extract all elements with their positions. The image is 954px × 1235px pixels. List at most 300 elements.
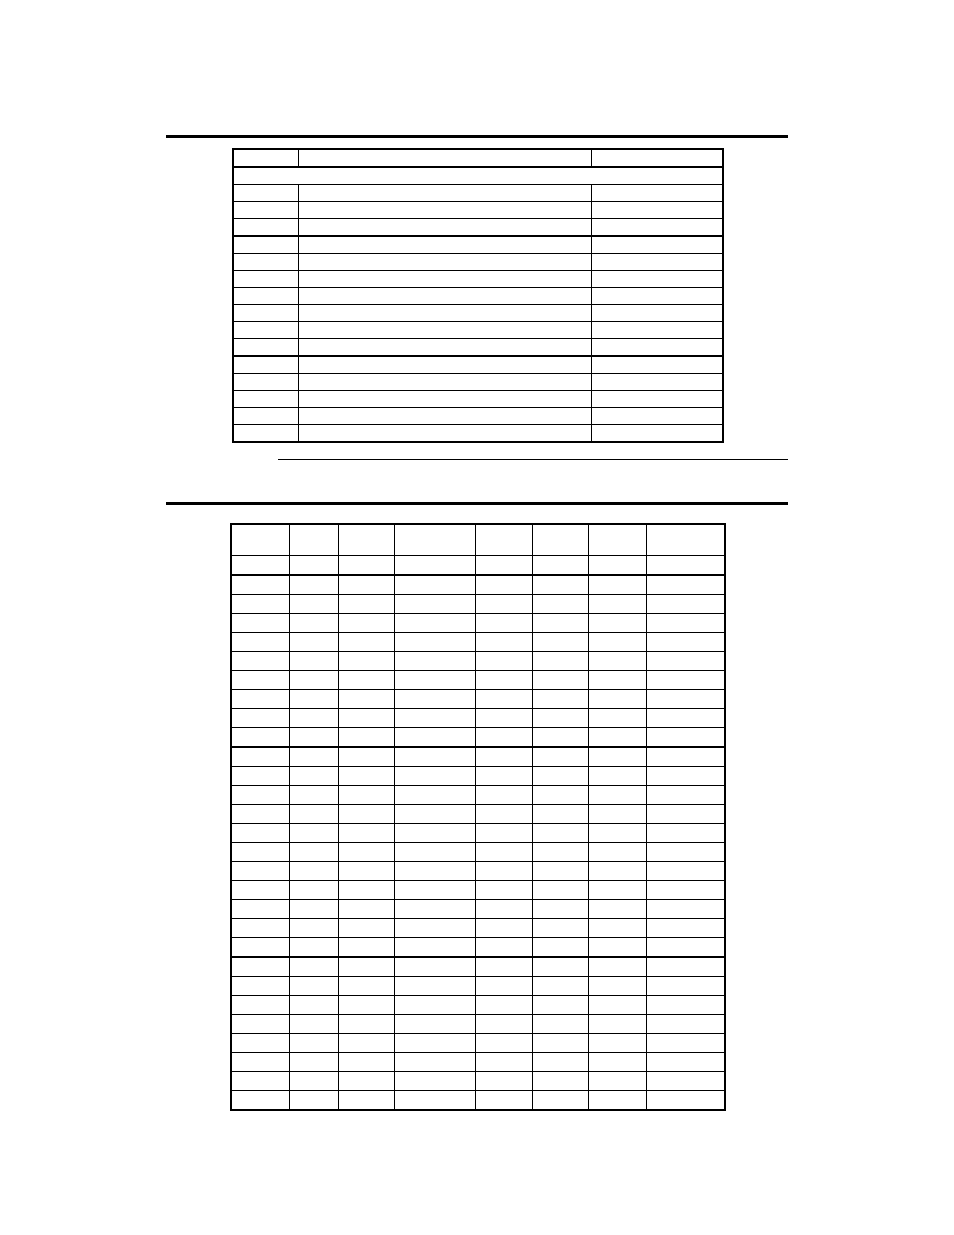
table-row	[231, 919, 725, 938]
table-row	[231, 900, 725, 919]
table-row	[233, 202, 723, 219]
table-header-row	[231, 524, 725, 556]
table-cell	[394, 862, 475, 881]
table-cell	[475, 1072, 532, 1091]
table-cell	[289, 1091, 338, 1111]
table-cell	[532, 1015, 588, 1034]
table-cell	[289, 805, 338, 824]
table-cell	[591, 271, 723, 288]
table-cell	[394, 633, 475, 652]
table-cell	[532, 1034, 588, 1053]
table-cell	[298, 356, 591, 374]
table-cell	[475, 767, 532, 786]
table-cell	[532, 977, 588, 996]
table-cell	[298, 288, 591, 305]
table-cell	[338, 1091, 394, 1111]
table-row	[231, 728, 725, 748]
table-cell	[394, 709, 475, 728]
table-row	[233, 356, 723, 374]
table-cell	[338, 1053, 394, 1072]
table-cell	[231, 709, 289, 728]
table-cell	[532, 786, 588, 805]
table-row	[231, 1034, 725, 1053]
table-cell	[231, 977, 289, 996]
table-cell	[233, 374, 298, 391]
table-cell	[532, 709, 588, 728]
table-row	[231, 1091, 725, 1111]
table-row	[231, 1072, 725, 1091]
table-cell	[588, 671, 646, 690]
table-cell	[588, 843, 646, 862]
table-cell	[475, 690, 532, 709]
table-row	[231, 977, 725, 996]
table-cell	[338, 1034, 394, 1053]
table-row	[233, 288, 723, 305]
table-cell	[588, 767, 646, 786]
table-cell	[338, 824, 394, 843]
table-cell	[646, 709, 725, 728]
section2-top-rule	[166, 502, 788, 505]
table-cell	[231, 671, 289, 690]
table-cell	[591, 219, 723, 237]
table-cell	[289, 595, 338, 614]
table-cell	[646, 595, 725, 614]
table-cell	[532, 1091, 588, 1111]
table-cell	[532, 595, 588, 614]
table-cell	[646, 938, 725, 958]
table-row	[233, 236, 723, 254]
table-cell	[532, 900, 588, 919]
table-cell	[394, 843, 475, 862]
table-cell	[532, 824, 588, 843]
table-cell	[338, 996, 394, 1015]
table-cell	[475, 709, 532, 728]
table-cell	[475, 556, 532, 576]
table-cell	[298, 254, 591, 271]
table-cell	[338, 938, 394, 958]
table-cell	[646, 747, 725, 767]
table-row	[231, 786, 725, 805]
table-cell	[588, 575, 646, 595]
table-row	[233, 322, 723, 339]
table-cell	[646, 919, 725, 938]
table-cell	[475, 977, 532, 996]
table-cell	[475, 633, 532, 652]
table-cell	[588, 633, 646, 652]
table-cell	[394, 1091, 475, 1111]
table-cell	[231, 938, 289, 958]
table-cell	[588, 938, 646, 958]
table-cell	[394, 977, 475, 996]
table-cell	[233, 167, 723, 185]
table-cell	[298, 271, 591, 288]
table-cell	[475, 1053, 532, 1072]
table-cell	[231, 805, 289, 824]
table-cell	[532, 996, 588, 1015]
table-cell	[588, 690, 646, 709]
table-cell	[646, 1053, 725, 1072]
table-cell	[394, 938, 475, 958]
table-cell	[532, 938, 588, 958]
table-row	[231, 862, 725, 881]
table-cell	[231, 575, 289, 595]
table-row	[231, 805, 725, 824]
table-cell	[532, 671, 588, 690]
table-cell	[289, 671, 338, 690]
table-cell	[231, 614, 289, 633]
table-cell	[588, 919, 646, 938]
table-cell	[475, 786, 532, 805]
table-cell	[475, 1091, 532, 1111]
table-cell	[588, 996, 646, 1015]
table-row	[233, 185, 723, 202]
table-cell	[394, 690, 475, 709]
table-cell	[475, 900, 532, 919]
table-cell	[233, 219, 298, 237]
table-cell	[532, 728, 588, 748]
table-cell	[475, 575, 532, 595]
table-cell	[394, 728, 475, 748]
table-cell	[591, 202, 723, 219]
table-cell	[231, 1091, 289, 1111]
table-cell	[231, 919, 289, 938]
table-cell	[289, 786, 338, 805]
table-cell	[231, 1034, 289, 1053]
table-cell	[338, 957, 394, 977]
table-cell	[646, 843, 725, 862]
table-cell	[532, 747, 588, 767]
table-cell	[532, 1053, 588, 1072]
table-cell	[646, 900, 725, 919]
table-cell	[475, 996, 532, 1015]
table-cell	[588, 1072, 646, 1091]
table-cell	[646, 524, 725, 556]
table-cell	[588, 728, 646, 748]
table-cell	[646, 824, 725, 843]
table-cell	[233, 149, 298, 167]
table-cell	[646, 633, 725, 652]
table-cell	[233, 425, 298, 443]
table-cell	[338, 881, 394, 900]
table-cell	[298, 408, 591, 425]
table-cell	[289, 900, 338, 919]
table-cell	[231, 524, 289, 556]
table-cell	[588, 824, 646, 843]
table-cell	[591, 356, 723, 374]
table-cell	[394, 652, 475, 671]
table-cell	[233, 391, 298, 408]
table-cell	[338, 919, 394, 938]
table-cell	[338, 671, 394, 690]
table-cell	[646, 652, 725, 671]
table-cell	[338, 524, 394, 556]
table-cell	[394, 805, 475, 824]
table-cell	[338, 805, 394, 824]
table-cell	[338, 786, 394, 805]
table-cell	[338, 1072, 394, 1091]
table-cell	[231, 690, 289, 709]
table-cell	[588, 556, 646, 576]
table-cell	[338, 862, 394, 881]
table-cell	[532, 805, 588, 824]
table-cell	[289, 957, 338, 977]
table-cell	[233, 339, 298, 357]
table-row	[231, 881, 725, 900]
table-cell	[475, 614, 532, 633]
table-2	[230, 523, 726, 1111]
table-cell	[646, 1091, 725, 1111]
table-cell	[646, 614, 725, 633]
table-1	[232, 148, 724, 443]
table-cell	[231, 633, 289, 652]
table-row	[231, 595, 725, 614]
table-cell	[338, 652, 394, 671]
table-cell	[646, 575, 725, 595]
table-row	[231, 709, 725, 728]
table-cell	[289, 556, 338, 576]
table-row	[231, 957, 725, 977]
table-cell	[233, 408, 298, 425]
table-cell	[289, 614, 338, 633]
table-cell	[588, 1034, 646, 1053]
table-cell	[298, 374, 591, 391]
table-cell	[231, 957, 289, 977]
table-cell	[231, 996, 289, 1015]
table-cell	[289, 919, 338, 938]
table-cell	[289, 977, 338, 996]
table-cell	[289, 824, 338, 843]
table-cell	[338, 977, 394, 996]
table-cell	[532, 957, 588, 977]
table-row	[233, 391, 723, 408]
table-row	[233, 271, 723, 288]
table-cell	[394, 1015, 475, 1034]
table-cell	[394, 1072, 475, 1091]
table-cell	[338, 767, 394, 786]
table-cell	[475, 938, 532, 958]
table-cell	[394, 614, 475, 633]
table-row	[233, 305, 723, 322]
table-cell	[231, 728, 289, 748]
table-cell	[289, 767, 338, 786]
table-cell	[394, 1053, 475, 1072]
table-cell	[394, 900, 475, 919]
table-row	[231, 575, 725, 595]
table-cell	[289, 728, 338, 748]
table-cell	[338, 1015, 394, 1034]
table-row	[231, 690, 725, 709]
table-row	[231, 614, 725, 633]
table-cell	[338, 595, 394, 614]
table-cell	[475, 843, 532, 862]
table-cell	[646, 767, 725, 786]
table-cell	[231, 786, 289, 805]
table-cell	[532, 919, 588, 938]
table-cell	[394, 556, 475, 576]
table-cell	[231, 1072, 289, 1091]
table-cell	[394, 767, 475, 786]
table-cell	[289, 709, 338, 728]
table-row	[233, 425, 723, 443]
table-cell	[289, 996, 338, 1015]
table-row	[231, 747, 725, 767]
table-cell	[532, 1072, 588, 1091]
table-cell	[231, 595, 289, 614]
table-cell	[646, 977, 725, 996]
table-cell	[233, 305, 298, 322]
table-cell	[298, 322, 591, 339]
table-cell	[394, 747, 475, 767]
table-cell	[231, 556, 289, 576]
table-cell	[646, 881, 725, 900]
table-cell	[588, 881, 646, 900]
table-cell	[646, 1072, 725, 1091]
table-cell	[338, 614, 394, 633]
table-cell	[532, 862, 588, 881]
table-row	[231, 996, 725, 1015]
table-cell	[289, 1015, 338, 1034]
table-cell	[475, 524, 532, 556]
table-row	[233, 339, 723, 357]
table-cell	[588, 805, 646, 824]
table-cell	[231, 900, 289, 919]
table-cell	[289, 1053, 338, 1072]
table-cell	[588, 862, 646, 881]
table-cell	[588, 977, 646, 996]
table-cell	[591, 254, 723, 271]
table-cell	[532, 524, 588, 556]
table-cell	[338, 633, 394, 652]
table-cell	[298, 391, 591, 408]
table-cell	[338, 747, 394, 767]
table-cell	[475, 671, 532, 690]
table-cell	[231, 1053, 289, 1072]
table-cell	[646, 1015, 725, 1034]
table-cell	[646, 671, 725, 690]
table-cell	[298, 149, 591, 167]
table-cell	[233, 356, 298, 374]
table-row	[231, 938, 725, 958]
table-cell	[233, 185, 298, 202]
table-cell	[394, 957, 475, 977]
table-cell	[591, 374, 723, 391]
table-cell	[588, 1015, 646, 1034]
table-cell	[532, 690, 588, 709]
table-cell	[591, 391, 723, 408]
table-cell	[338, 709, 394, 728]
table-cell	[646, 1034, 725, 1053]
table-cell	[298, 236, 591, 254]
table-cell	[338, 728, 394, 748]
table-cell	[646, 556, 725, 576]
table-cell	[233, 254, 298, 271]
table-cell	[289, 1034, 338, 1053]
section1-top-rule	[166, 135, 788, 138]
table-cell	[289, 747, 338, 767]
table-cell	[338, 556, 394, 576]
table-cell	[591, 288, 723, 305]
table-cell	[475, 1034, 532, 1053]
table-cell	[475, 595, 532, 614]
table-cell	[532, 614, 588, 633]
table-row	[231, 633, 725, 652]
table-cell	[588, 524, 646, 556]
table-cell	[646, 728, 725, 748]
table-cell	[289, 575, 338, 595]
table-row	[231, 671, 725, 690]
table-cell	[233, 288, 298, 305]
table-cell	[591, 149, 723, 167]
table-cell	[394, 524, 475, 556]
table-row	[231, 824, 725, 843]
table-cell	[475, 957, 532, 977]
table-cell	[289, 524, 338, 556]
table-cell	[289, 1072, 338, 1091]
table-cell	[394, 595, 475, 614]
table-cell	[289, 862, 338, 881]
table-cell	[233, 322, 298, 339]
table-cell	[231, 843, 289, 862]
table-cell	[298, 202, 591, 219]
table-cell	[394, 671, 475, 690]
table-cell	[394, 1034, 475, 1053]
table-row	[233, 408, 723, 425]
table-row	[233, 219, 723, 237]
table-cell	[588, 900, 646, 919]
table-cell	[233, 271, 298, 288]
table-cell	[532, 652, 588, 671]
table-cell	[231, 652, 289, 671]
table-cell	[646, 690, 725, 709]
table-cell	[588, 1091, 646, 1111]
table-cell	[591, 236, 723, 254]
table-cell	[591, 185, 723, 202]
table-cell	[646, 862, 725, 881]
table-cell	[394, 881, 475, 900]
table-cell	[588, 709, 646, 728]
table-cell	[289, 881, 338, 900]
table-cell	[475, 747, 532, 767]
table-cell	[588, 652, 646, 671]
table-cell	[532, 843, 588, 862]
table-header-row	[233, 149, 723, 167]
table-cell	[475, 862, 532, 881]
table-cell	[588, 1053, 646, 1072]
table-row	[231, 1015, 725, 1034]
table-cell	[394, 919, 475, 938]
table-cell	[591, 322, 723, 339]
table-cell	[394, 996, 475, 1015]
table-cell	[532, 575, 588, 595]
table-cell	[394, 786, 475, 805]
table-cell	[646, 996, 725, 1015]
table-cell	[289, 938, 338, 958]
table-cell	[338, 843, 394, 862]
table-cell	[475, 824, 532, 843]
table-row	[233, 254, 723, 271]
table-cell	[231, 747, 289, 767]
table-cell	[588, 595, 646, 614]
table-cell	[298, 305, 591, 322]
table-cell	[338, 900, 394, 919]
table-cell	[298, 185, 591, 202]
table-cell	[475, 919, 532, 938]
table-cell	[298, 219, 591, 237]
table-row	[233, 374, 723, 391]
table-row	[231, 652, 725, 671]
table-cell	[532, 881, 588, 900]
table-cell	[298, 425, 591, 443]
